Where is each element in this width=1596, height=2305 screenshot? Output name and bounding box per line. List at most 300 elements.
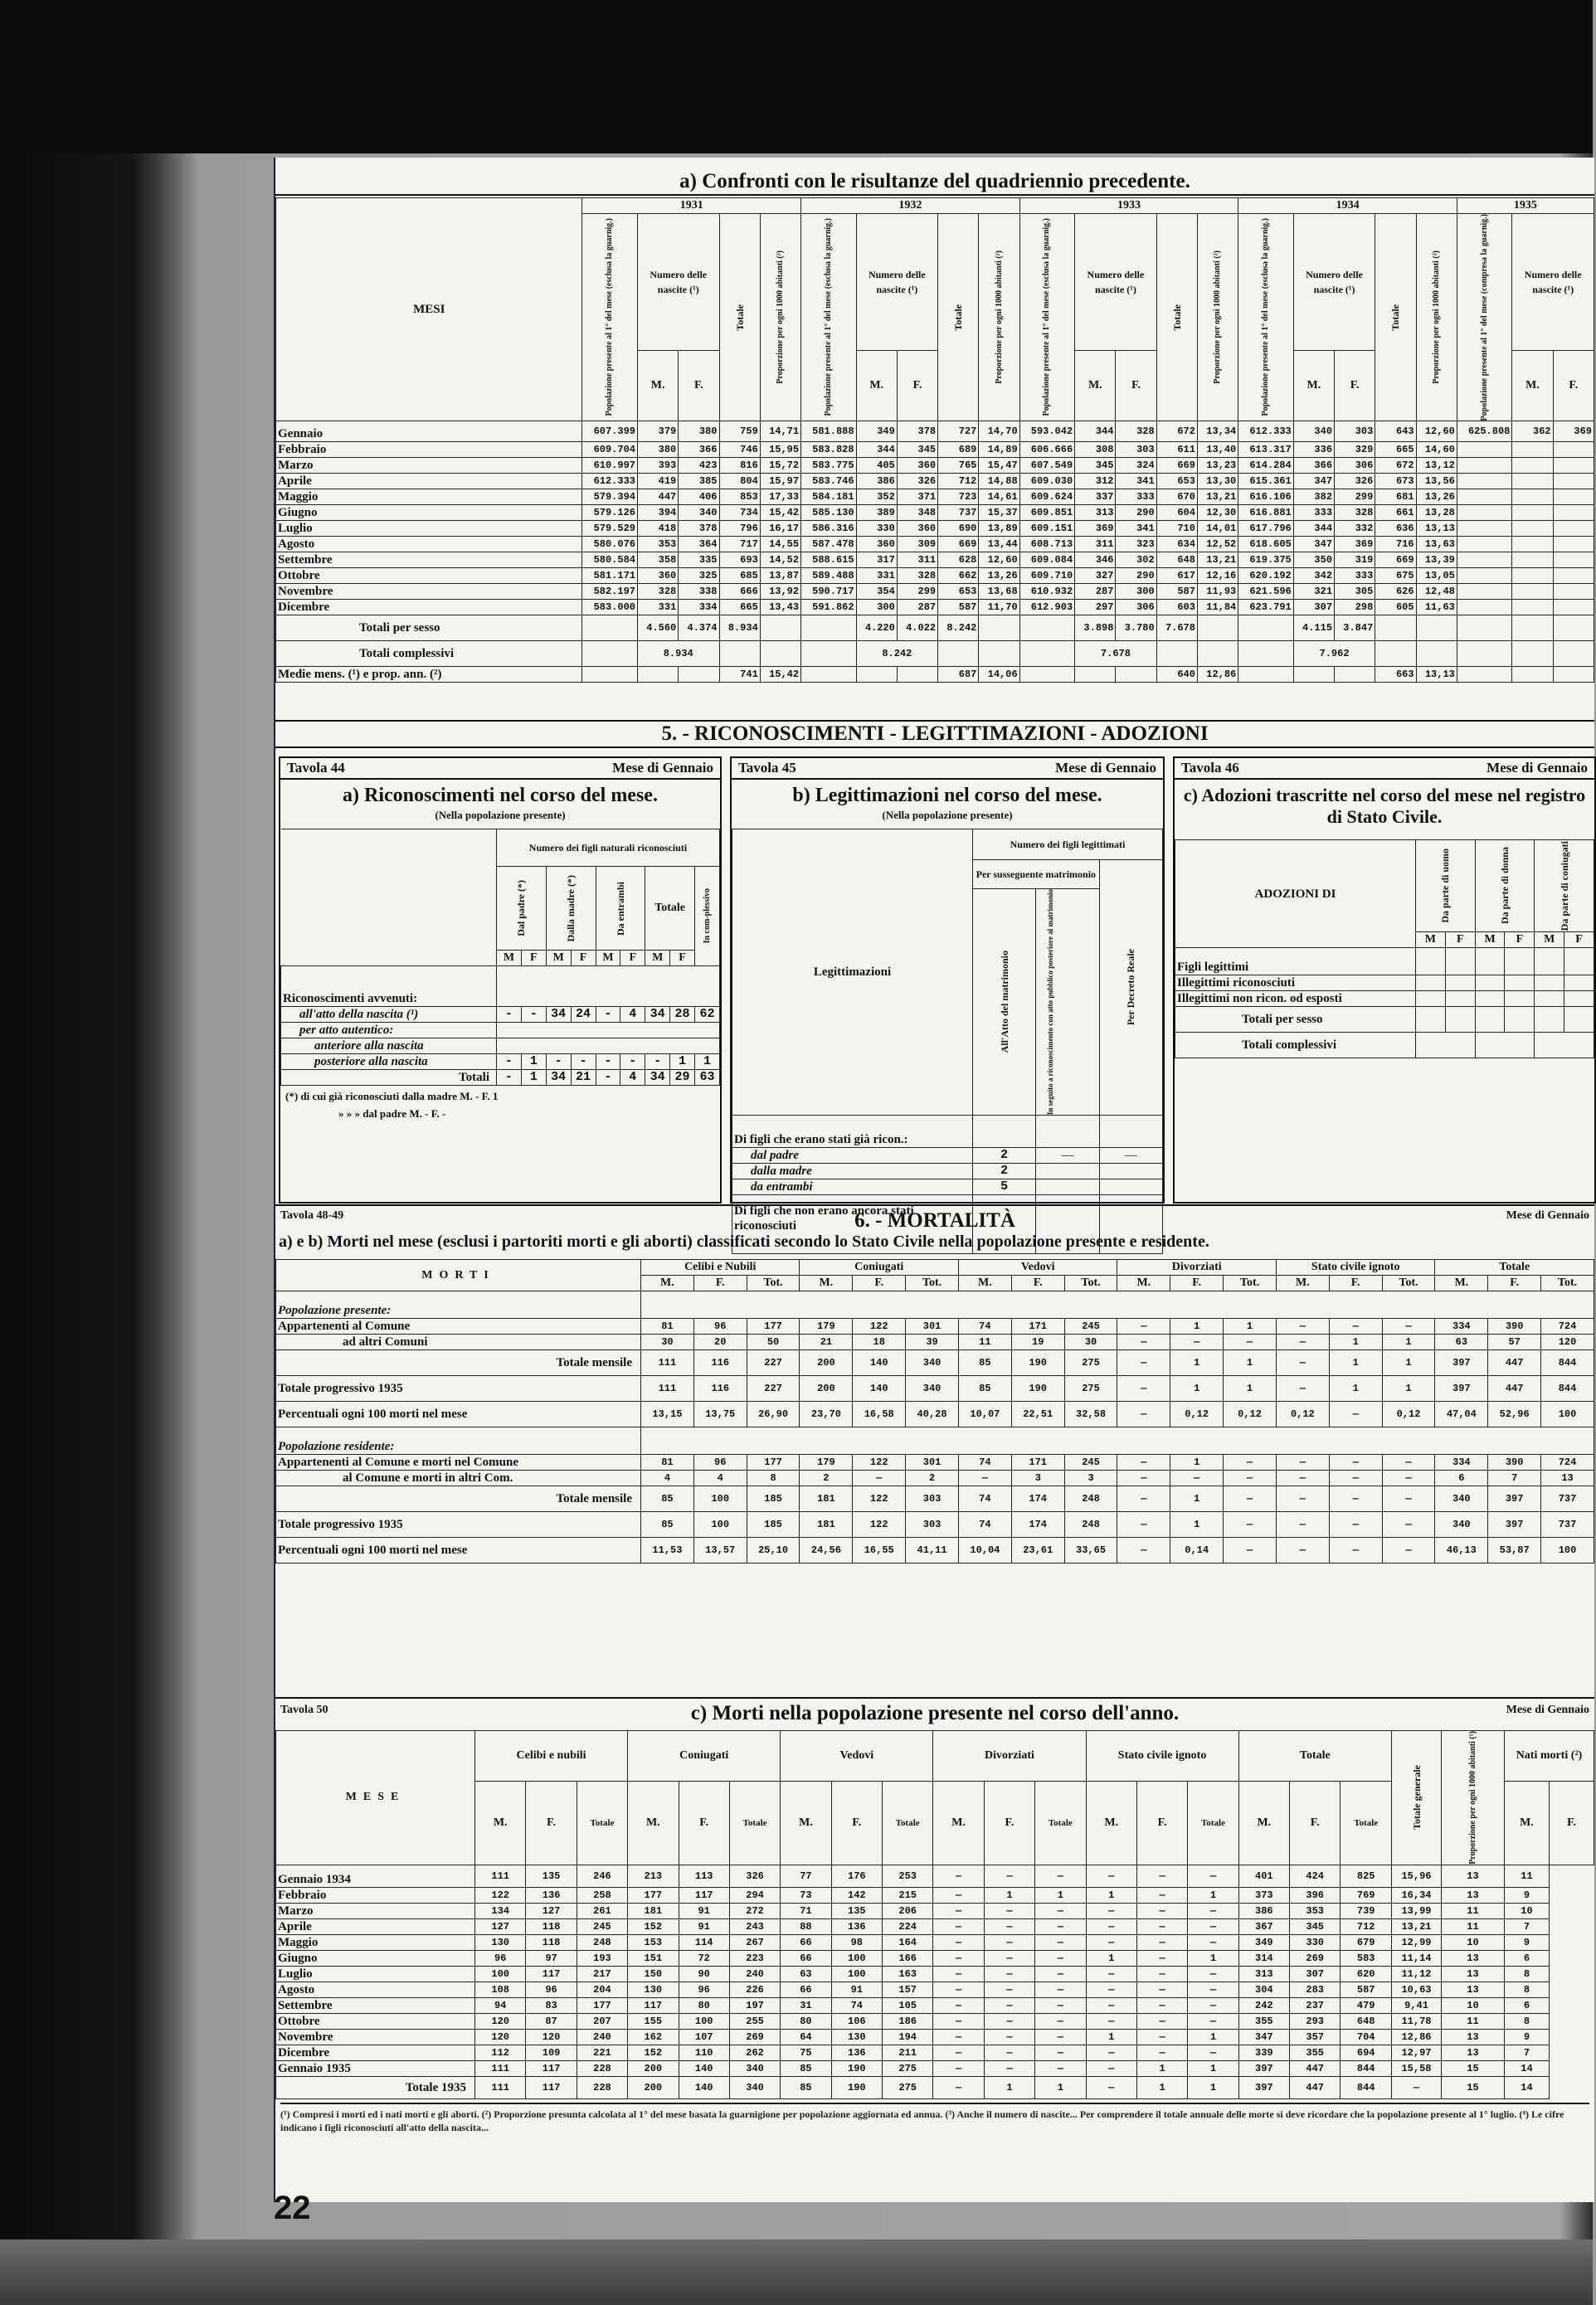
births-cell: 685 [719,568,760,584]
births-cell: 608.713 [1019,537,1075,552]
mortality-cell: — [1276,1486,1329,1512]
col-tot: Tot. [1541,1276,1594,1291]
recognitions-cell: - [521,1007,546,1023]
col-nati-morti: Nati morti (²) [1505,1731,1594,1782]
births-cell: 693 [719,552,760,568]
tavola-45-month: Mese di Gennaio [1055,760,1156,776]
month-label: Maggio [276,1934,475,1950]
yearly-deaths-cell: — [933,1997,984,2013]
births-cell: 672 [1375,458,1416,474]
col-m: M [1475,932,1505,948]
births-cell [1457,458,1512,474]
yearly-deaths-cell: 130 [475,1934,526,1950]
yearly-deaths-total-cell: 111 [475,2076,526,2098]
births-cell: 326 [1335,474,1375,489]
births-cell: 613.317 [1238,442,1294,458]
col-totale-generale: Totale generale [1410,1765,1423,1831]
mortality-cell: — [853,1471,906,1486]
mortality-cell: 7 [1488,1471,1541,1486]
col-proporzione-1931: Proporzione per ogni 1000 abitanti (²) [775,250,785,385]
yearly-deaths-cell: 704 [1341,2029,1392,2045]
yearly-deaths-row [276,1918,1594,1934]
section-a-title: a) Confronti con le risultanze del quadriennio precedente. [679,170,1190,192]
births-cell: 12,48 [1416,584,1457,600]
yearly-deaths-cell: — [1136,1997,1187,2013]
mortality-cell: 303 [906,1512,959,1538]
col-m-1934: M. [1293,351,1334,421]
births-cell: 14,88 [979,474,1019,489]
births-cell: 15,42 [760,505,800,521]
month-label: Dicembre [276,2045,475,2060]
births-cell: 607.399 [582,421,638,442]
mortality-cell: 50 [747,1335,800,1350]
yearly-deaths-cell: 12,99 [1392,1934,1442,1950]
births-cell: 765 [938,458,979,474]
mortality-cell: — [1382,1512,1435,1538]
col-totale: Totale [645,867,695,951]
births-row [276,489,1594,505]
mortality-cell: 227 [747,1376,800,1402]
yearly-deaths-cell: 1 [1188,2060,1238,2076]
yearly-deaths-cell: — [1035,2045,1086,2060]
births-cell: 366 [679,442,719,458]
tavola-46-header [1175,758,1594,780]
yearly-deaths-cell: 80 [781,2013,831,2029]
col-m: M [1535,932,1564,948]
yearly-deaths-cell: — [1086,1865,1136,1887]
mortality-cell: 13,57 [693,1538,747,1563]
dark-scan-margin-bottom [0,2239,1593,2305]
yearly-deaths-cell: 258 [577,1887,627,1903]
births-cell: 612.333 [1238,421,1294,442]
mortality-cell: 16,58 [853,1402,906,1427]
val-dalla-madre: 2 [973,1164,1036,1179]
yearly-deaths-total-cell: 117 [526,2076,577,2098]
yearly-deaths-cell: — [1035,2029,1086,2045]
row-dalla-madre: dalla madre [732,1164,973,1179]
mortality-row [276,1455,1594,1471]
births-total-sex-cell: 3.898 [1075,615,1116,641]
col-f: F. [1329,1276,1382,1291]
births-cell: 405 [856,458,897,474]
legitimations-row-header: Legittimazioni [732,829,973,1116]
yearly-deaths-cell: — [1136,1865,1187,1887]
births-cell: 347 [1293,474,1334,489]
yearly-deaths-cell: — [933,1903,984,1918]
yearly-deaths-cell: 162 [628,2029,679,2045]
births-cell: 12,52 [1197,537,1238,552]
totali-complessivi-label: Totali complessivi [276,641,582,667]
mortality-cell: 0,12 [1224,1402,1277,1427]
births-cell: 389 [856,505,897,521]
births-total-complessivo-cell: 7.678 [1075,641,1157,667]
births-cell: 353 [637,537,678,552]
mortality-cell: — [1117,1335,1170,1350]
births-cell: 297 [1075,600,1116,615]
mortality-cell: — [1276,1538,1329,1563]
mortality-row [276,1376,1594,1402]
yearly-deaths-cell: 130 [831,2029,882,2045]
yearly-deaths-total-cell: — [1392,2076,1442,2098]
mortality-cell: 1 [1329,1350,1382,1376]
mortality-row [276,1538,1594,1563]
yearly-deaths-cell: — [1035,1997,1086,2013]
mortality-cell: — [1382,1455,1435,1471]
yearly-deaths-cell: 13 [1442,1950,1505,1966]
births-cell: 306 [1116,600,1156,615]
births-cell: 360 [897,521,937,537]
yearly-deaths-cell: 150 [628,1966,679,1982]
recognitions-cell: 4 [620,1007,645,1023]
mortality-cell: — [1329,1538,1382,1563]
recognitions-cell: 1 [521,1070,546,1086]
mortality-cell: 96 [693,1455,747,1471]
recognitions-cell: - [546,1054,571,1070]
col-nascite-1931: Numero delle nascite (¹) [637,214,719,351]
row-non-riconosciuti: Di figli che non erano ancora stati riconosciuti [732,1195,973,1254]
births-cell: 331 [856,568,897,584]
births-cell [1553,458,1594,474]
col-f: F [670,951,695,966]
footnotes: (¹) Compresi i morti ed i nati morti e gli aborti. (²) Proporzione presunta calcolata al 1° del mese basata la guarnigione per popolazione aggiornata ed annua. (³) Anche il numero di nascite... Per comprendere il totale annuale delle morte si deve ricordare che la popolazione presente al 1° luglio. (⁴) Le cifre indicano i figli riconosciuti all'atto della nascita... [280,2103,1589,2199]
births-cell [1553,505,1594,521]
births-cell: 816 [719,458,760,474]
yearly-deaths-cell: 117 [526,1966,577,1982]
totali-per-sesso-label: Totali per sesso [276,615,582,641]
yearly-deaths-cell: 117 [526,2060,577,2076]
recognitions-cell: 34 [645,1070,670,1086]
row-label: Totale progressivo 1935 [276,1376,641,1402]
col-f: F. [853,1276,906,1291]
yearly-deaths-cell: — [984,2045,1034,2060]
mortality-cell: 19 [1011,1335,1064,1350]
births-cell: 406 [679,489,719,505]
mortality-cell: 16,55 [853,1538,906,1563]
births-cell: 759 [719,421,760,442]
yearly-deaths-cell: 122 [475,1887,526,1903]
mortality-cell: 100 [1541,1402,1594,1427]
col-mese: MESE [276,1731,475,1865]
recognitions-cell: 1 [521,1054,546,1070]
mortality-cell: — [1117,1350,1170,1376]
births-cell [1512,458,1553,474]
yearly-deaths-cell: — [1035,1903,1086,1918]
year-1932: 1932 [801,198,1020,214]
mortality-cell: 122 [853,1512,906,1538]
births-cell: 360 [856,537,897,552]
births-cell: 15,95 [760,442,800,458]
recognitions-cell: - [571,1054,596,1070]
yearly-deaths-cell: 386 [1238,1903,1289,1918]
births-cell: 14,52 [760,552,800,568]
births-cell: 13,56 [1416,474,1457,489]
legitimations-group-header: Numero dei figli legittimati [973,829,1163,860]
mortality-cell: 397 [1488,1512,1541,1538]
births-cell: 360 [897,458,937,474]
yearly-deaths-cell: 11,14 [1392,1950,1442,1966]
mortality-cell: 140 [853,1376,906,1402]
births-cell: 13,40 [1197,442,1238,458]
births-total-sex-cell: 3.847 [1335,615,1375,641]
yearly-deaths-cell: 353 [1290,1903,1341,1918]
births-cell: 348 [897,505,937,521]
mortality-cell: 39 [906,1335,959,1350]
col-totale-1934: Totale [1389,304,1402,331]
yearly-deaths-cell: — [1035,1950,1086,1966]
col-nascite-1934: Numero delle nascite (¹) [1293,214,1375,351]
month-label: Settembre [276,552,582,568]
yearly-deaths-row [276,1865,1594,1887]
yearly-deaths-cell: 9 [1505,1934,1550,1950]
mortality-cell: 179 [800,1455,853,1471]
yearly-deaths-cell: 117 [628,1997,679,2013]
yearly-deaths-cell: — [1188,1918,1238,1934]
adoptions-table [1175,839,1594,1058]
month-label: Gennaio 1935 [276,2060,475,2076]
births-cell [1512,584,1553,600]
mortality-cell: 397 [1435,1376,1488,1402]
births-total-sex-cell: 4.115 [1293,615,1334,641]
yearly-deaths-cell: — [933,1950,984,1966]
births-cell: 344 [1075,421,1116,442]
births-cell: 364 [679,537,719,552]
col-mesi: MESI [276,198,582,421]
yearly-deaths-cell: 88 [781,1918,831,1934]
mortality-cell: — [1382,1486,1435,1512]
col-totale: Totale [1188,1782,1238,1865]
yearly-deaths-cell: 96 [475,1950,526,1966]
mortality-cell: — [1117,1455,1170,1471]
yearly-deaths-cell: 272 [729,1903,780,1918]
mortality-cell: 22,51 [1011,1402,1064,1427]
row-label: Totale mensile [276,1350,641,1376]
row-gia-riconosciuti: Di figli che erano stati già ricon.: [732,1116,973,1148]
births-total-sex-cell: 8.934 [719,615,760,641]
col-f-1935: F. [1553,351,1594,421]
col-m: M. [1117,1276,1170,1291]
births-medie-cell: 741 [719,667,760,683]
births-cell: 333 [1293,505,1334,521]
yearly-deaths-cell: 396 [1290,1887,1341,1903]
births-cell: 14,61 [979,489,1019,505]
births-cell: 329 [1335,442,1375,458]
yearly-deaths-cell: — [1188,1966,1238,1982]
tavola-46-panel [1173,756,1596,1204]
births-cell: 804 [719,474,760,489]
yearly-deaths-cell: 197 [729,1997,780,2013]
yearly-deaths-cell: 186 [883,2013,933,2029]
yearly-deaths-cell: 240 [577,2029,627,2045]
yearly-deaths-row [276,1966,1594,1982]
mortality-cell: 185 [747,1486,800,1512]
tavola-46-title: c) Adozioni trascritte nel corso del mese nel registro di Stato Civile. [1183,785,1586,827]
births-cell: 13,21 [1197,552,1238,568]
yearly-deaths-cell: — [1086,1903,1136,1918]
yearly-deaths-cell: 100 [831,1966,882,1982]
row-dal-padre: dal padre [732,1148,973,1164]
yearly-deaths-cell: 66 [781,1982,831,1997]
col-totale: Totale [577,1782,627,1865]
year-1933: 1933 [1019,198,1238,214]
births-medie-cell: 14,06 [979,667,1019,683]
tavola-44-header [280,758,720,780]
group-header: Stato civile ignoto [1086,1731,1238,1782]
row-totali: Totali [281,1070,497,1086]
yearly-deaths-cell: 166 [883,1950,933,1966]
yearly-deaths-cell: 248 [577,1934,627,1950]
mortality-cell: 185 [747,1512,800,1538]
recognitions-cell: 34 [546,1070,571,1086]
recognitions-cell: - [497,1054,522,1070]
births-cell [1553,584,1594,600]
mortality-cell: 4 [693,1471,747,1486]
births-cell: 634 [1156,537,1197,552]
births-cell: 13,43 [760,600,800,615]
births-cell: 14,60 [1416,442,1457,458]
births-cell [1457,474,1512,489]
yearly-deaths-cell: 1 [984,1887,1034,1903]
births-cell: 737 [938,505,979,521]
yearly-deaths-cell: 355 [1290,2045,1341,2060]
mortality-cell: 245 [1064,1455,1117,1471]
births-cell [1457,552,1512,568]
births-row [276,600,1594,615]
births-medie-cell: 15,42 [760,667,800,683]
col-m: M. [1505,1782,1550,1865]
row-riconoscimenti-avvenuti: Riconoscimenti avvenuti: [281,966,497,1007]
col-nascite-1935: Numero delle nascite (¹) [1512,214,1594,351]
births-cell: 672 [1156,421,1197,442]
yearly-deaths-cell: — [1086,2060,1136,2076]
births-cell: 582.197 [582,584,638,600]
births-cell: 328 [897,568,937,584]
yearly-deaths-total-cell: 85 [781,2076,831,2098]
mortality-cell: 179 [800,1319,853,1335]
mortality-cell: — [1329,1471,1382,1486]
mortality-cell: 74 [958,1486,1011,1512]
yearly-deaths-row [276,2029,1594,2045]
tavola-44-panel [279,756,722,1204]
recognitions-cell: 24 [571,1007,596,1023]
births-cell: 290 [1116,505,1156,521]
yearly-deaths-cell: 217 [577,1966,627,1982]
births-cell: 665 [1375,442,1416,458]
yearly-deaths-cell: 77 [781,1865,831,1887]
births-cell: 347 [1293,537,1334,552]
recognitions-cell: - [620,1054,645,1070]
mortality-cell: — [1224,1486,1277,1512]
births-cell: 585.130 [801,505,857,521]
births-cell: 346 [1075,552,1116,568]
yearly-deaths-cell: 98 [831,1934,882,1950]
row-label: Totale mensile [276,1486,641,1512]
yearly-deaths-cell: 118 [526,1918,577,1934]
births-cell: 300 [1116,584,1156,600]
births-cell: 616.106 [1238,489,1294,505]
col-proporzione-1934: Proporzione per ogni 1000 abitanti (²) [1431,250,1441,385]
yearly-deaths-total-cell: 397 [1238,2076,1289,2098]
yearly-deaths-cell: 71 [781,1903,831,1918]
section-label: Popolazione presente: [276,1291,641,1319]
group-header: Stato civile ignoto [1276,1260,1434,1276]
month-label: Giugno [276,505,582,521]
yearly-deaths-cell: 304 [1238,1982,1289,1997]
section-6-header [275,1204,1594,1256]
val-da-entrambi: 5 [973,1179,1036,1195]
births-cell: 675 [1375,568,1416,584]
births-cell: 616.881 [1238,505,1294,521]
mortality-cell: — [1170,1471,1224,1486]
tavola-48-49-month: Mese di Gennaio [1506,1209,1589,1222]
col-in-seguito-riconoscimento: In seguito a riconoscimento con atto pubblico posteriore al matrimonio [1045,889,1054,1116]
group-header: Totale [1435,1260,1594,1276]
yearly-deaths-cell: 127 [475,1918,526,1934]
yearly-deaths-cell: — [1188,2045,1238,2060]
yearly-deaths-cell: — [984,1997,1034,2013]
month-label: Luglio [276,1966,475,1982]
col-popolazione-1935: Popolazione presente al 1° del mese (compresa la guarnig.) [1479,214,1489,421]
month-label: Agosto [276,1982,475,1997]
births-cell: 328 [637,584,678,600]
legitimations-table [732,829,1163,1254]
month-label: Agosto [276,537,582,552]
births-cell [1512,537,1553,552]
col-m: M [596,951,620,966]
yearly-deaths-cell: 340 [729,2060,780,2076]
births-cell: 349 [856,421,897,442]
col-tot: Tot. [1224,1276,1277,1291]
mortality-cell: — [1224,1455,1277,1471]
mortality-cell: 81 [641,1319,694,1335]
col-proporzione: Proporzione per ogni 1000 abitanti (¹) [1467,1731,1477,1865]
month-label: Giugno [276,1950,475,1966]
births-cell: 380 [679,421,719,442]
row-atto-autentico: per atto autentico: [281,1023,497,1038]
yearly-deaths-cell: 127 [526,1903,577,1918]
mortality-cell: — [1224,1538,1277,1563]
tavola-44-month: Mese di Gennaio [612,760,713,776]
yearly-deaths-total-cell: 200 [628,2076,679,2098]
col-m-1932: M. [856,351,897,421]
births-cell [1553,489,1594,505]
mortality-cell: 390 [1488,1455,1541,1471]
yearly-deaths-cell: 283 [1290,1982,1341,1997]
yearly-deaths-cell: — [984,1950,1034,1966]
yearly-deaths-total-cell: 14 [1505,2076,1550,2098]
births-cell: 579.126 [582,505,638,521]
dark-scan-margin-top [0,0,1593,153]
births-cell [1512,521,1553,537]
mortality-cell: — [1382,1319,1435,1335]
births-cell: 623.791 [1238,600,1294,615]
yearly-deaths-cell: — [984,1966,1034,1982]
births-row [276,474,1594,489]
mortality-cell: 248 [1064,1512,1117,1538]
mortality-cell: 1 [1170,1512,1224,1538]
births-cell: 13,68 [979,584,1019,600]
births-row [276,505,1594,521]
births-cell: 378 [897,421,937,442]
col-f: F. [831,1782,882,1865]
births-cell: 643 [1375,421,1416,442]
births-cell: 605 [1375,600,1416,615]
yearly-deaths-cell: 97 [526,1950,577,1966]
yearly-deaths-cell: 114 [679,1934,729,1950]
yearly-deaths-cell: 111 [475,1865,526,1887]
yearly-deaths-cell: 91 [679,1918,729,1934]
births-row [276,552,1594,568]
births-cell: 669 [1156,458,1197,474]
